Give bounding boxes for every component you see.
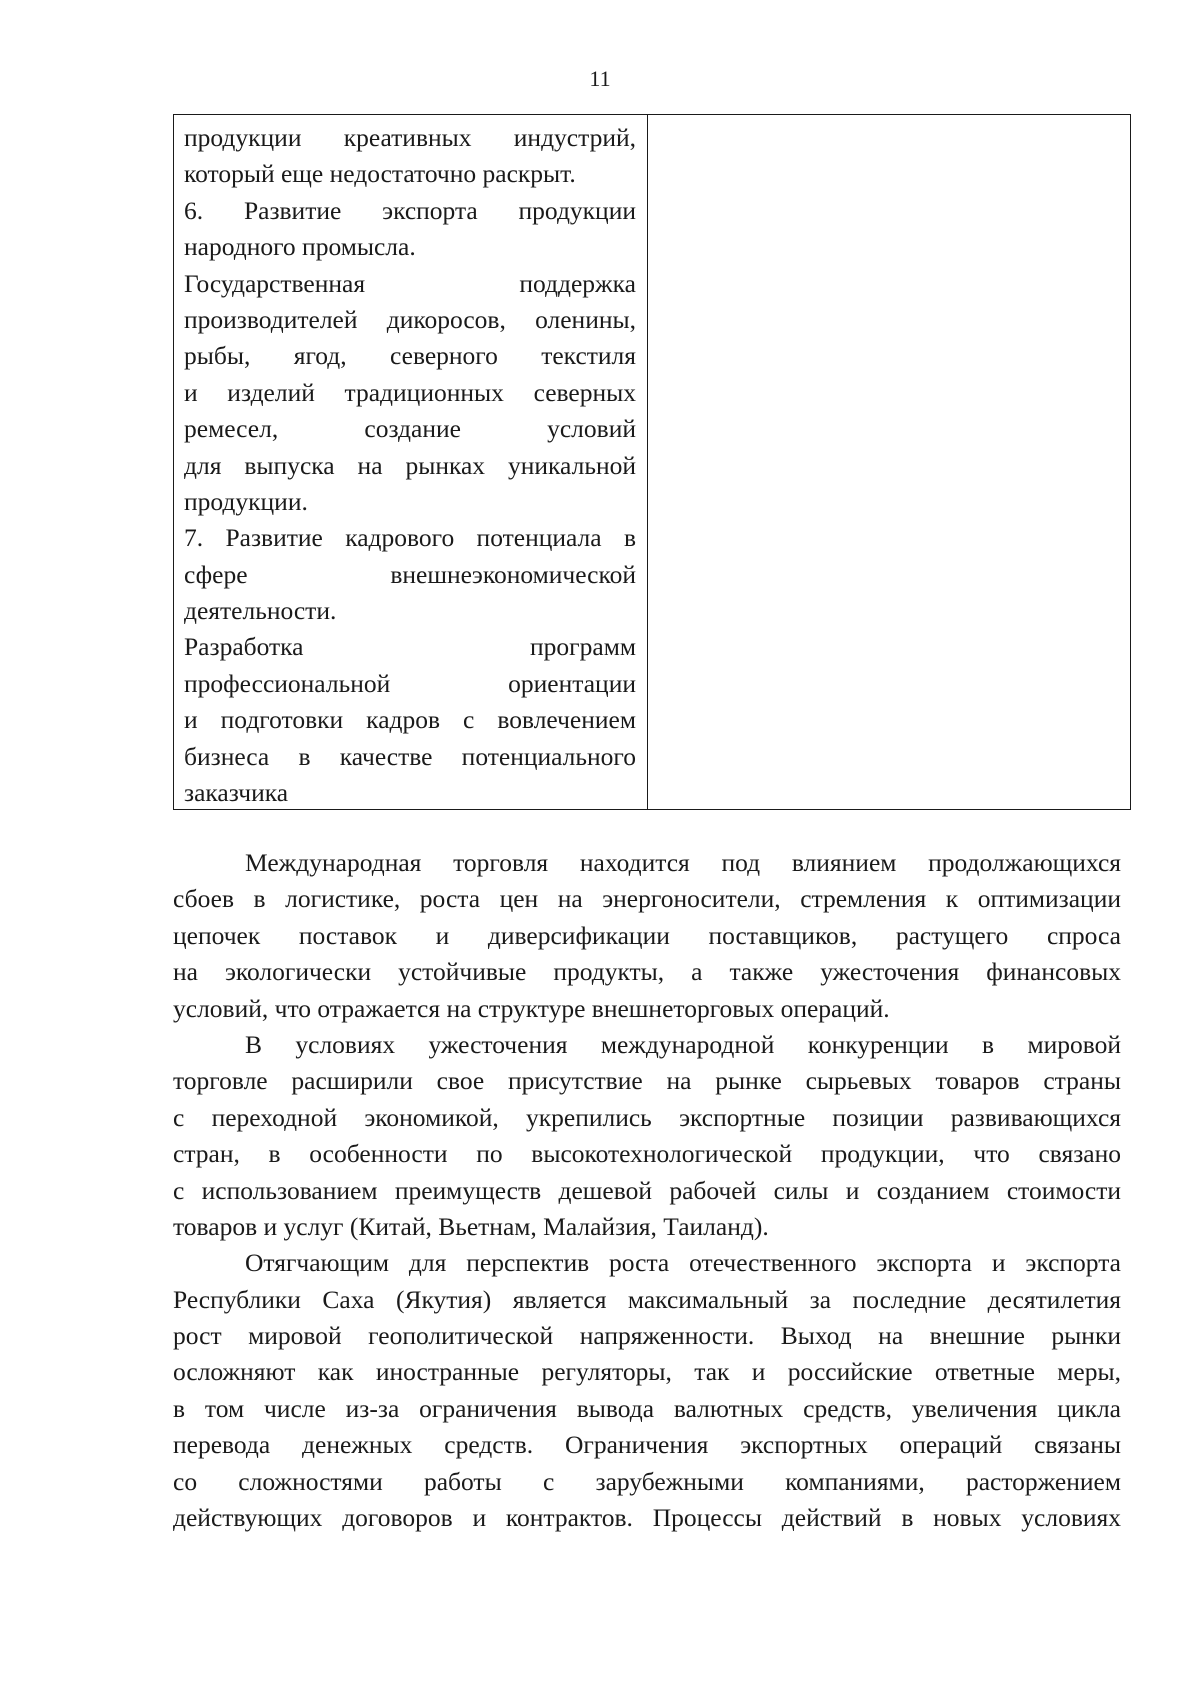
paragraph-line: рост мировой геополитической напряженности. Выход на внешние рынки: [173, 1321, 1121, 1351]
paragraph-line: Отягчающим для перспектив роста отечественного экспорта и экспорта: [245, 1248, 1121, 1278]
paragraph-line: сбоев в логистике, роста цен на энергоносители, стремления к оптимизации: [173, 884, 1121, 914]
table-line: народного промысла.: [184, 232, 416, 262]
table-line: Разработка программ: [184, 632, 636, 662]
body-text: [173, 845, 1121, 1536]
table-line: продукции креативных индустрий,: [184, 123, 636, 152]
paragraph-line: Международная торговля находится под влиянием продолжающихся: [245, 848, 1121, 877]
table-line: рыбы, ягод, северного текстиля: [184, 341, 636, 371]
paragraph-line: перевода денежных средств. Ограничения экспортных операций связаны: [173, 1430, 1121, 1460]
paragraph-line: Республики Саха (Якутия) является максимальный за последние десятилетия: [173, 1284, 1121, 1314]
paragraph-line: цепочек поставок и диверсификации поставщиков, растущего спроса: [173, 920, 1121, 950]
table-cell-left: [174, 115, 648, 809]
paragraph-line: торговле расширили свое присутствие на рынке сырьевых товаров страны: [173, 1066, 1121, 1096]
table-line: производителей дикоросов, оленины,: [184, 304, 636, 334]
paragraph: [173, 1027, 1121, 1245]
document-table: [173, 114, 1131, 810]
paragraph-line: со сложностями работы с зарубежными компаниями, расторжением: [173, 1466, 1121, 1496]
table-cell-right: [648, 115, 1130, 809]
table-line: и изделий традиционных северных: [184, 377, 636, 407]
table-line: деятельности.: [184, 596, 337, 626]
table-line: который еще недостаточно раскрыт.: [184, 159, 576, 189]
paragraph-line: на экологически устойчивые продукты, а также ужесточения финансовых: [173, 957, 1121, 987]
table-line: профессиональной ориентации: [184, 668, 636, 698]
paragraph-line: товаров и услуг (Китай, Вьетнам, Малайзия, Таиланд).: [173, 1211, 769, 1241]
paragraph-line: с использованием преимуществ дешевой рабочей силы и созданием стоимости: [173, 1175, 1121, 1205]
paragraph-line: В условиях ужесточения международной конкуренции в мировой: [245, 1029, 1121, 1059]
paragraph-line: условий, что отражается на структуре внешнеторговых операций.: [173, 993, 890, 1023]
table-line: 6. Развитие экспорта продукции: [184, 195, 636, 225]
table-line: и подготовки кадров с вовлечением: [184, 705, 636, 735]
paragraph-line: в том числе из-за ограничения вывода валютных средств, увеличения цикла: [173, 1393, 1121, 1423]
paragraph-line: стран, в особенности по высокотехнологической продукции, что связано: [173, 1139, 1121, 1169]
table-line: бизнеса в качестве потенциального: [184, 741, 636, 771]
table-line: продукции.: [184, 486, 308, 516]
paragraph-line: осложняют как иностранные регуляторы, так и российские ответные меры,: [173, 1357, 1121, 1387]
table-line: для выпуска на рынках уникальной: [184, 450, 636, 480]
page-number: 11: [589, 66, 611, 91]
paragraph-line: действующих договоров и контрактов. Процессы действий в новых условиях: [173, 1503, 1121, 1533]
table-line: сфере внешнеэкономической: [184, 559, 636, 589]
table-line: 7. Развитие кадрового потенциала в: [184, 523, 636, 553]
table-line: ремесел, создание условий: [184, 414, 636, 444]
table-line: заказчика: [184, 778, 289, 808]
paragraph-line: с переходной экономикой, укрепились экспортные позиции развивающихся: [173, 1102, 1121, 1132]
paragraph: [173, 845, 1121, 1027]
paragraph: [173, 1245, 1121, 1536]
table-line: Государственная поддержка: [184, 268, 636, 298]
